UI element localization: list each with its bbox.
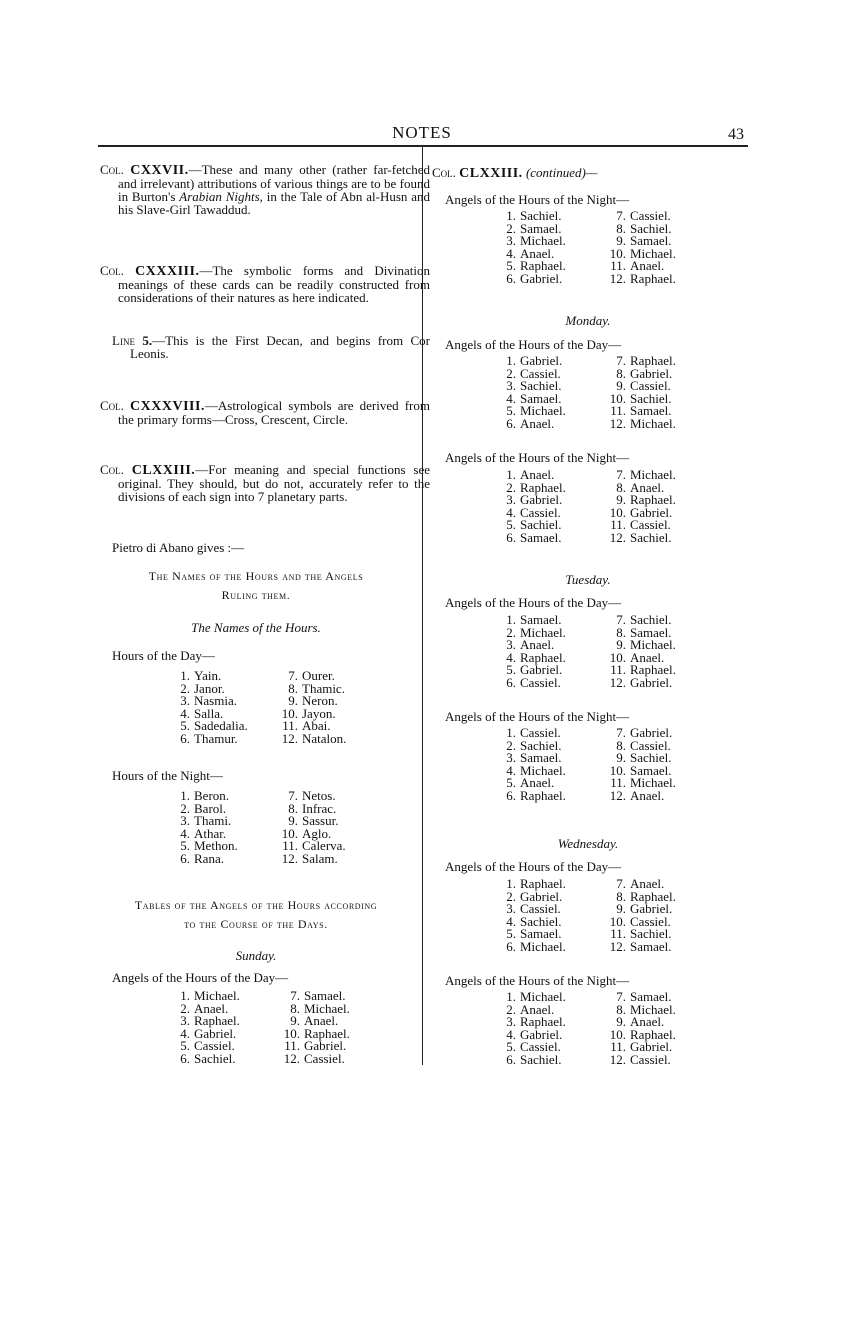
note-label: Col. — [100, 462, 124, 477]
item-name: Samael. — [520, 529, 562, 545]
page-number: 43 — [728, 126, 744, 143]
item-name: Gabriel. — [630, 674, 673, 690]
item-number: 7. — [288, 788, 298, 803]
item-number: 1. — [180, 988, 190, 1003]
item-name: Nasmia. — [194, 693, 237, 709]
continued-heading — [432, 165, 597, 182]
item-name: Samael. — [630, 624, 672, 640]
item-number: 2. — [506, 1001, 516, 1017]
item-number: 9. — [616, 1014, 626, 1030]
item-name: Gabriel. — [520, 662, 563, 678]
note-text: , in the Tale of Abn al-Husn and his Slave-Girl Tawaddud. — [118, 189, 430, 217]
item-name: Thamic. — [302, 680, 345, 696]
item-name: Anael. — [630, 1014, 665, 1030]
item-name: Aglo. — [302, 825, 332, 841]
item-number: 9. — [288, 693, 298, 709]
item-name: Samael. — [520, 926, 562, 942]
item-name: Anael. — [630, 876, 665, 891]
day-heading: Tuesday. — [565, 572, 611, 587]
item-number: 2. — [506, 737, 516, 753]
item-name: Samael. — [630, 762, 672, 778]
item-name: Cassiel. — [630, 208, 671, 223]
item-name: Infrac. — [302, 800, 337, 816]
item-name: Netos. — [302, 788, 336, 803]
item-number: 6. — [506, 938, 516, 954]
running-head: NOTES — [392, 123, 452, 142]
item-number: 3. — [506, 750, 516, 766]
item-number: 1. — [506, 467, 516, 482]
item-number: 6. — [506, 270, 516, 286]
item-number: 2. — [506, 479, 516, 495]
item-number: 4. — [180, 825, 190, 841]
item-name: Anael. — [630, 787, 665, 803]
item-name: Raphael. — [630, 353, 676, 368]
item-name: Gabriel. — [630, 725, 673, 740]
item-name: Raphael. — [520, 787, 566, 803]
item-name: Yain. — [194, 668, 222, 683]
item-name: Sachiel. — [520, 517, 562, 533]
item-number: 8. — [616, 220, 626, 236]
item-number: 10. — [281, 705, 298, 721]
note-id: CLXXIII. — [459, 166, 523, 181]
note-label: Col. — [100, 398, 124, 413]
item-number: 6. — [506, 674, 516, 690]
item-name: Sachiel. — [630, 750, 672, 766]
item-number: 5. — [506, 775, 516, 791]
item-number: 3. — [506, 378, 516, 394]
item-number: 7. — [616, 725, 626, 740]
item-name: Sachiel. — [630, 926, 672, 942]
item-name: Sachiel. — [630, 220, 672, 236]
item-number: 11. — [610, 517, 626, 533]
item-number: 8. — [616, 737, 626, 753]
item-name: Anael. — [520, 775, 555, 791]
item-name: Raphael. — [630, 1026, 676, 1042]
list-label: Angels of the Hours of the Day— — [445, 595, 622, 610]
item-number: 7. — [616, 467, 626, 482]
list-label: Angels of the Hours of the Day— — [445, 337, 622, 352]
item-name: Sassur. — [302, 813, 339, 829]
item-number: 3. — [506, 637, 516, 653]
list-label: Angels of the Hours of the Night— — [445, 973, 630, 988]
item-name: Gabriel. — [630, 1039, 673, 1055]
item-number: 10. — [283, 1025, 300, 1041]
item-number: 9. — [616, 637, 626, 653]
item-name: Cassiel. — [630, 737, 671, 753]
item-number: 3. — [506, 492, 516, 508]
item-number: 4. — [506, 649, 516, 665]
item-number: 12. — [609, 787, 626, 803]
item-number: 7. — [290, 988, 300, 1003]
note-label: Col. — [100, 162, 124, 177]
day-heading: Monday. — [565, 313, 611, 328]
item-number: 6. — [180, 730, 190, 746]
item-name: Raphael. — [194, 1013, 240, 1029]
item-number: 5. — [506, 662, 516, 678]
item-name: Cassiel. — [304, 1050, 345, 1066]
item-name: Gabriel. — [630, 901, 673, 917]
item-name: Raphael. — [520, 649, 566, 665]
item-name: Sachiel. — [630, 529, 672, 545]
item-name: Abai. — [302, 718, 331, 734]
item-number: 4. — [506, 1026, 516, 1042]
item-number: 1. — [506, 725, 516, 740]
item-name: Raphael. — [520, 258, 566, 274]
item-number: 4. — [506, 390, 516, 406]
item-number: 10. — [609, 1026, 626, 1042]
note-id: CLXXIII. — [131, 463, 196, 478]
item-number: 12. — [281, 730, 298, 746]
item-name: Michael. — [520, 403, 566, 419]
item-name: Raphael. — [630, 662, 676, 678]
item-name: Ourer. — [302, 668, 335, 683]
item-name: Anael. — [520, 245, 555, 261]
item-name: Sachiel. — [520, 378, 562, 394]
item-name: Anael. — [520, 467, 555, 482]
item-number: 9. — [616, 901, 626, 917]
item-number: 5. — [506, 926, 516, 942]
item-number: 1. — [506, 208, 516, 223]
note-id: CXXVII. — [130, 163, 189, 178]
item-number: 2. — [180, 680, 190, 696]
item-name: Rana. — [194, 850, 224, 866]
item-name: Gabriel. — [630, 365, 673, 381]
item-number: 8. — [616, 624, 626, 640]
item-number: 7. — [288, 668, 298, 683]
item-number: 10. — [609, 913, 626, 929]
note-text: —For meaning and special functions see original. They should, but do not, accurately refer to the divisions of each sign into 7 planetary parts. — [118, 462, 431, 504]
item-name: Michael. — [630, 415, 676, 431]
note-id: 5. — [142, 333, 153, 348]
list-label: Angels of the Hours of the Day— — [445, 859, 622, 874]
item-number: 9. — [288, 813, 298, 829]
item-name: Michael. — [520, 624, 566, 640]
item-number: 8. — [616, 1001, 626, 1017]
item-name: Sachiel. — [630, 390, 672, 406]
item-name: Gabriel. — [304, 1038, 347, 1054]
item-name: Sadedalia. — [194, 718, 248, 734]
item-name: Michael. — [520, 938, 566, 954]
item-name: Beron. — [194, 788, 230, 803]
item-name: Michael. — [630, 1001, 676, 1017]
item-name: Michael. — [630, 775, 676, 791]
item-name: Michael. — [630, 467, 676, 482]
item-number: 8. — [288, 800, 298, 816]
item-number: 3. — [180, 813, 190, 829]
item-number: 9. — [616, 378, 626, 394]
item-name: Michael. — [520, 233, 566, 249]
item-number: 2. — [506, 888, 516, 904]
item-number: 9. — [616, 492, 626, 508]
item-number: 12. — [609, 270, 626, 286]
item-name: Sachiel. — [520, 208, 562, 223]
day-heading: Sunday. — [235, 948, 277, 963]
item-name: Jayon. — [302, 705, 336, 721]
item-number: 11. — [610, 403, 626, 419]
item-number: 9. — [616, 750, 626, 766]
note-text: —The symbolic forms and Divination meanings of these cards can be readily constructed from considerations of their natures as here indicated. — [118, 263, 430, 305]
item-number: 3. — [180, 693, 190, 709]
note-line-5 — [112, 334, 430, 360]
item-name: Michael. — [630, 637, 676, 653]
item-name: Athar. — [194, 825, 227, 841]
item-number: 4. — [506, 762, 516, 778]
item-number: 8. — [288, 680, 298, 696]
item-name: Gabriel. — [520, 492, 563, 508]
item-number: 2. — [180, 1000, 190, 1016]
item-number: 6. — [180, 1050, 190, 1066]
item-name: Gabriel. — [630, 504, 673, 520]
item-name: Thamur. — [194, 730, 238, 746]
item-name: Sachiel. — [520, 913, 562, 929]
item-number: 11. — [610, 775, 626, 791]
item-number: 2. — [180, 800, 190, 816]
note-text: —These and many other (rather far-fetched and irrelevant) attributions of various things are to be found in Burton's — [118, 162, 430, 204]
item-number: 11. — [610, 258, 626, 274]
item-name: Cassiel. — [194, 1038, 235, 1054]
item-number: 12. — [609, 415, 626, 431]
item-number: 11. — [284, 1038, 300, 1054]
item-name: Samael. — [304, 988, 346, 1003]
item-number: 1. — [506, 876, 516, 891]
item-number: 11. — [610, 662, 626, 678]
item-name: Raphael. — [630, 492, 676, 508]
item-name: Sachiel. — [194, 1050, 236, 1066]
item-number: 6. — [506, 787, 516, 803]
item-name: Gabriel. — [520, 888, 563, 904]
item-name: Cassiel. — [520, 365, 561, 381]
item-name: Anael. — [520, 415, 555, 431]
item-number: 1. — [180, 668, 190, 683]
item-number: 7. — [616, 876, 626, 891]
item-name: Sachiel. — [520, 1051, 562, 1067]
item-number: 1. — [506, 353, 516, 368]
item-number: 5. — [180, 1038, 190, 1054]
book-title: Arabian Nights — [179, 189, 260, 204]
list-label: Angels of the Hours of the Night— — [445, 709, 630, 724]
note-text: —Astrological symbols are derived from the primary forms—Cross, Crescent, Circle. — [118, 398, 430, 427]
item-name: Raphael. — [520, 876, 566, 891]
item-number: 10. — [609, 649, 626, 665]
item-name: Michael. — [304, 1000, 350, 1016]
item-name: Michael. — [194, 988, 240, 1003]
item-number: 7. — [616, 612, 626, 627]
item-number: 6. — [506, 415, 516, 431]
list-label: Angels of the Hours of the Night— — [445, 450, 630, 465]
item-name: Barol. — [194, 800, 227, 816]
item-name: Calerva. — [302, 838, 346, 854]
item-number: 2. — [506, 624, 516, 640]
item-number: 4. — [506, 913, 516, 929]
item-number: 8. — [616, 479, 626, 495]
item-name: Salla. — [194, 705, 224, 721]
item-name: Methon. — [194, 838, 238, 854]
item-name: Anael. — [520, 1001, 555, 1017]
item-number: 7. — [616, 989, 626, 1004]
item-number: 6. — [180, 850, 190, 866]
item-number: 5. — [506, 517, 516, 533]
item-number: 8. — [616, 365, 626, 381]
item-name: Cassiel. — [520, 725, 561, 740]
item-name: Janor. — [194, 680, 225, 696]
item-number: 12. — [609, 1051, 626, 1067]
item-name: Samael. — [630, 403, 672, 419]
note-col-cxxxviii — [100, 399, 430, 426]
item-name: Michael. — [630, 245, 676, 261]
item-name: Sachiel. — [630, 612, 672, 627]
item-name: Anael. — [630, 258, 665, 274]
item-number: 5. — [506, 258, 516, 274]
item-number: 6. — [506, 529, 516, 545]
section-heading: Tables of the Angels of the Hours according — [134, 898, 378, 912]
item-number: 2. — [506, 365, 516, 381]
note-text: —This is the First Decan, and begins from Cor Leonis. — [130, 333, 431, 361]
item-name: Natalon. — [302, 730, 347, 746]
item-name: Samael. — [520, 750, 562, 766]
list-label: Hours of the Night— — [112, 768, 223, 783]
item-name: Gabriel. — [520, 270, 563, 286]
item-name: Raphael. — [520, 479, 566, 495]
item-name: Samael. — [520, 390, 562, 406]
item-name: Samael. — [630, 233, 672, 249]
item-number: 12. — [283, 1050, 300, 1066]
item-number: 11. — [610, 1039, 626, 1055]
item-number: 11. — [282, 838, 298, 854]
item-number: 12. — [609, 938, 626, 954]
item-number: 10. — [281, 825, 298, 841]
item-number: 10. — [609, 762, 626, 778]
item-name: Raphael. — [520, 1014, 566, 1030]
day-heading: Wednesday. — [557, 836, 619, 851]
item-number: 4. — [180, 705, 190, 721]
item-number: 9. — [290, 1013, 300, 1029]
item-name: Cassiel. — [520, 674, 561, 690]
item-name: Cassiel. — [630, 913, 671, 929]
list-label: Angels of the Hours of the Night— — [445, 192, 630, 207]
item-number: 8. — [616, 888, 626, 904]
item-name: Raphael. — [630, 270, 676, 286]
item-name: Cassiel. — [630, 1051, 671, 1067]
item-number: 3. — [506, 901, 516, 917]
item-name: Anael. — [630, 649, 665, 665]
item-name: Gabriel. — [520, 353, 563, 368]
item-name: Samael. — [630, 938, 672, 954]
item-number: 1. — [506, 612, 516, 627]
section-heading: to the Course of the Days. — [184, 917, 328, 931]
item-number: 4. — [180, 1025, 190, 1041]
item-number: 5. — [506, 1039, 516, 1055]
section-heading: The Names of the Hours and the Angels — [148, 569, 364, 583]
list-label: Hours of the Day— — [112, 648, 215, 663]
item-number: 5. — [180, 718, 190, 734]
continued-text: (continued)— — [525, 165, 598, 180]
item-name: Samael. — [520, 220, 562, 236]
item-number: 6. — [506, 1051, 516, 1067]
item-name: Gabriel. — [520, 1026, 563, 1042]
item-name: Thami. — [194, 813, 232, 829]
item-number: 5. — [506, 403, 516, 419]
item-number: 4. — [506, 504, 516, 520]
item-name: Cassiel. — [630, 378, 671, 394]
item-number: 3. — [506, 233, 516, 249]
item-number: 9. — [616, 233, 626, 249]
item-name: Michael. — [520, 762, 566, 778]
item-number: 10. — [609, 504, 626, 520]
section-heading: Ruling them. — [221, 588, 291, 602]
subheading: The Names of the Hours. — [191, 620, 321, 635]
item-number: 8. — [290, 1000, 300, 1016]
item-number: 1. — [506, 989, 516, 1004]
item-name: Cassiel. — [630, 517, 671, 533]
item-number: 4. — [506, 245, 516, 261]
note-col-cxxxiii — [100, 264, 430, 304]
item-number: 1. — [180, 788, 190, 803]
item-name: Raphael. — [630, 888, 676, 904]
item-number: 10. — [609, 245, 626, 261]
item-number: 12. — [609, 529, 626, 545]
note-col-cxxvii — [100, 163, 430, 216]
item-number: 11. — [282, 718, 298, 734]
item-name: Michael. — [520, 989, 566, 1004]
item-name: Cassiel. — [520, 901, 561, 917]
item-number: 12. — [281, 850, 298, 866]
item-name: Sachiel. — [520, 737, 562, 753]
item-name: Gabriel. — [194, 1025, 237, 1041]
header-rule — [98, 145, 748, 147]
item-number: 3. — [506, 1014, 516, 1030]
item-number: 7. — [616, 353, 626, 368]
note-id: CXXXVIII. — [130, 399, 205, 414]
item-name: Salam. — [302, 850, 338, 866]
note-col-clxxiii — [100, 463, 430, 503]
note-label: Line — [112, 333, 135, 348]
item-name: Anael. — [520, 637, 555, 653]
item-name: Raphael. — [304, 1025, 350, 1041]
item-number: 2. — [506, 220, 516, 236]
item-number: 12. — [609, 674, 626, 690]
item-name: Anael. — [304, 1013, 339, 1029]
item-name: Samael. — [630, 989, 672, 1004]
item-name: Anael. — [630, 479, 665, 495]
item-number: 7. — [616, 208, 626, 223]
item-name: Neron. — [302, 693, 338, 709]
list-label: Angels of the Hours of the Day— — [112, 970, 289, 985]
item-number: 11. — [610, 926, 626, 942]
pietro-intro: Pietro di Abano gives :— — [112, 540, 245, 555]
item-name: Samael. — [520, 612, 562, 627]
item-number: 10. — [609, 390, 626, 406]
item-number: 5. — [180, 838, 190, 854]
item-name: Cassiel. — [520, 504, 561, 520]
item-number: 3. — [180, 1013, 190, 1029]
note-label: Col. — [432, 165, 456, 180]
note-label: Col. — [100, 263, 124, 278]
item-name: Anael. — [194, 1000, 229, 1016]
note-id: CXXXIII. — [135, 264, 200, 279]
item-name: Cassiel. — [520, 1039, 561, 1055]
